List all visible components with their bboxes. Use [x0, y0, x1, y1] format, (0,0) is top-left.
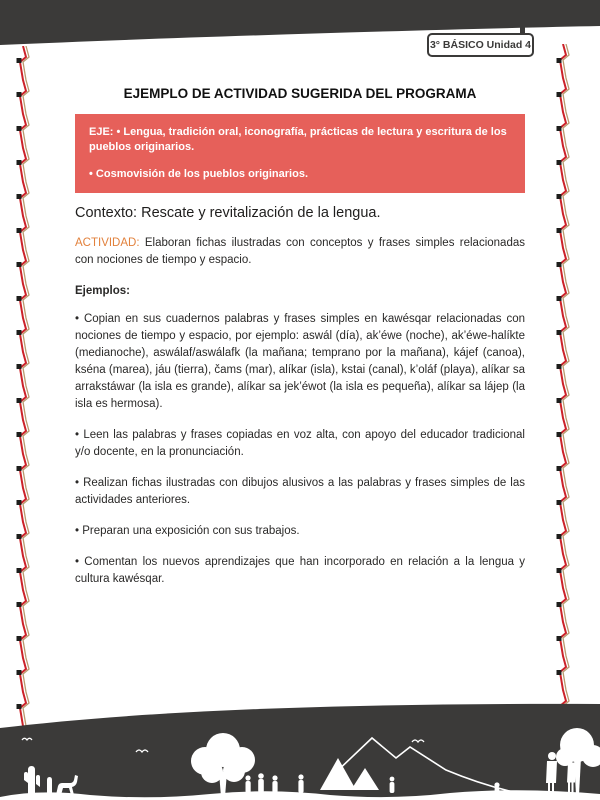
content-area: [75, 86, 525, 588]
context-line: Contexto: Rescate y revitalización de la lengua.: [75, 205, 381, 222]
eje-line-2: • Cosmovisión de los pueblos originarios.: [89, 167, 308, 180]
activity-text: Elaboran fichas ilustradas con conceptos y frases simples relacionadas con nociones de tiempo y espacio.: [75, 237, 525, 267]
eje-highlight-box: [75, 114, 525, 193]
zigzag-red-line: [20, 46, 26, 726]
examples-heading: Ejemplos:: [75, 285, 130, 298]
unit-badge-label: 3° BÁSICO Unidad 4: [429, 39, 532, 51]
zigzag-tan-line: [563, 44, 569, 704]
bullet-item-5: • Comentan los nuevos aprendizajes que han incorporado en relación a la lengua y cultura kawésqar.: [75, 556, 525, 586]
right-border-ornament: [548, 44, 578, 704]
left-border-ornament: [8, 46, 38, 726]
page-title: EJEMPLO DE ACTIVIDAD SUGERIDA DEL PROGRAMA: [123, 86, 477, 101]
activity-paragraph: [75, 235, 525, 269]
bullet-item-3: • Realizan fichas ilustradas con dibujos alusivos a las palabras y frases simples de las actividades anteriores.: [75, 477, 525, 507]
unit-badge: [427, 33, 534, 57]
eje-line-1: EJE: • Lengua, tradición oral, iconografía, prácticas de lectura y escritura de los pueblos originarios.: [89, 126, 507, 154]
activity-label: ACTIVIDAD:: [75, 237, 140, 250]
bullet-item-1: • Copian en sus cuadernos palabras y frases simples en kawésqar relacionadas con nociones de tiempo y espacio, por ejemplo: aswál (día), ak’éwe (noche), ak’éwe-halíkte (medianoche), aswálaf/aswálafk (la mañana; temprano por la mañana), kájef (canoa), kséna (marea), jáu (tierra), čams (mar), alíkar (isla), kstai (canal), k’oláf (playa), alíkar sa arrakstáwar (la isla es grande), alíkar sa jek’éwot (la isla es pequeña), alíkar sa lájep (la isla es hermosa).: [75, 313, 525, 411]
bullet-item-2: • Leen las palabras y frases copiadas en voz alta, con apoyo del educador tradicional y/o docente, en la pronunciación.: [75, 429, 525, 459]
footer-illustration: [0, 700, 600, 800]
bullet-item-4: • Preparan una exposición con sus trabajos.: [75, 525, 300, 538]
